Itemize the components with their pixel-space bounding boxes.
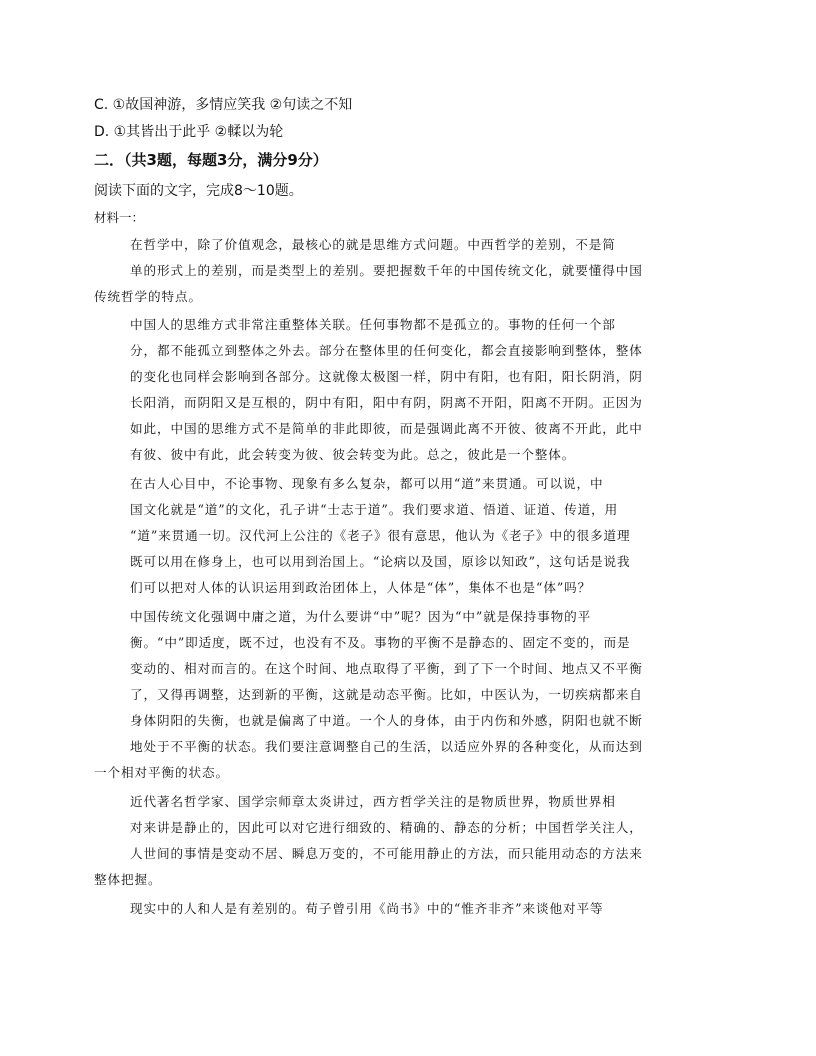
passage-line: 一个相对平衡的状态。 (94, 765, 229, 780)
passage-line: 长阳消，而阴阳又是互根的，阴中有阳，阳中有阴，阴离不开阳，阳离不开阴。正因为 (130, 395, 643, 410)
passage-line: 近代著名哲学家、国学宗师章太炎讲过，西方哲学关注的是物质世界，物质世界相 (130, 794, 616, 809)
passage-line: 地处于不平衡的状态。我们要注意调整自己的生活，以适应外界的各种变化，从而达到 (130, 739, 643, 754)
passage-line: 变动的、相对而言的。在这个时间、地点取得了平衡，到了下一个时间、地点又不平衡 (130, 661, 643, 676)
option-c: C. ①故国神游，多情应笑我 ②句读之不知 (94, 97, 353, 113)
passage-line: 分，都不能孤立到整体之外去。部分在整体里的任何变化，都会直接影响到整体，整体 (130, 343, 643, 358)
passage-line: 有彼、彼中有此，此会转变为彼、彼会转变为此。总之，彼此是一个整体。 (130, 447, 576, 462)
passage-line: 在哲学中，除了价值观念，最核心的就是思维方式问题。中西哲学的差别，不是简 (130, 237, 616, 252)
passage-line: 既可以用在修身上，也可以用到治国上。“论病以及国，原诊以知政”，这句话是说我 (130, 554, 631, 569)
passage-line: 如此，中国的思维方式不是简单的非此即彼，而是强调此离不开彼、彼离不开此，此中 (130, 421, 643, 436)
passage-line: 对来讲是静止的，因此可以对它进行细致的、精确的、静态的分析；中国哲学关注人， (130, 820, 643, 835)
passage-line: 现实中的人和人是有差别的。荀子曾引用《尚书》中的“惟齐非齐”来谈他对平等 (130, 901, 604, 916)
passage-line: 们可以把对人体的认识运用到政治团体上，人体是“体”，集体不也是“体”吗？ (130, 580, 592, 595)
passage-line: 中国人的思维方式非常注重整体关联。任何事物都不是孤立的。事物的任何一个部 (130, 317, 616, 332)
passage-line: 人世间的事情是变动不居、瞬息万变的，不可能用静止的方法，而只能用动态的方法来 (130, 846, 643, 861)
option-d: D. ①其皆出于此乎 ②輮以为轮 (94, 124, 284, 140)
reading-instruction: 阅读下面的文字，完成8～10题。 (94, 183, 303, 199)
passage-line: 中国传统文化强调中庸之道，为什么要讲“中”呢？因为“中”就是保持事物的平 (130, 609, 592, 624)
passage-line: 了，又得再调整，达到新的平衡，这就是动态平衡。比如，中医认为，一切疾病都来自 (130, 687, 643, 702)
passage-line: “道”来贯通一切。汉代河上公注的《老子》很有意思，他认为《老子》中的很多道理 (130, 528, 631, 543)
passage-line: 的变化也同样会影响到各部分。这就像太极图一样，阴中有阳，也有阳，阳长阴消，阴 (130, 369, 643, 384)
material-label: 材料一： (94, 210, 145, 225)
section-heading: 二．（共3题，每题3分，满分9分） (94, 151, 328, 169)
passage-line: 衡。“中”即适度，既不过，也没有不及。事物的平衡不是静态的、固定不变的，而是 (130, 635, 631, 650)
passage-line: 传统哲学的特点。 (94, 289, 202, 304)
passage-line: 整体把握。 (94, 872, 162, 887)
passage-line: 单的形式上的差别，而是类型上的差别。要把握数千年的中国传统文化，就要懂得中国 (130, 263, 643, 278)
passage-line: 身体阴阳的失衡，也就是偏离了中道。一个人的身体，由于内伤和外感，阴阳也就不断 (130, 713, 643, 728)
passage-line: 在古人心目中，不论事物、现象有多么复杂，都可以用“道”来贯通。可以说，中 (130, 476, 604, 491)
passage-line: 国文化就是“道”的文化，孔子讲“士志于道”。我们要求道、悟道、证道、传道，用 (130, 502, 619, 517)
